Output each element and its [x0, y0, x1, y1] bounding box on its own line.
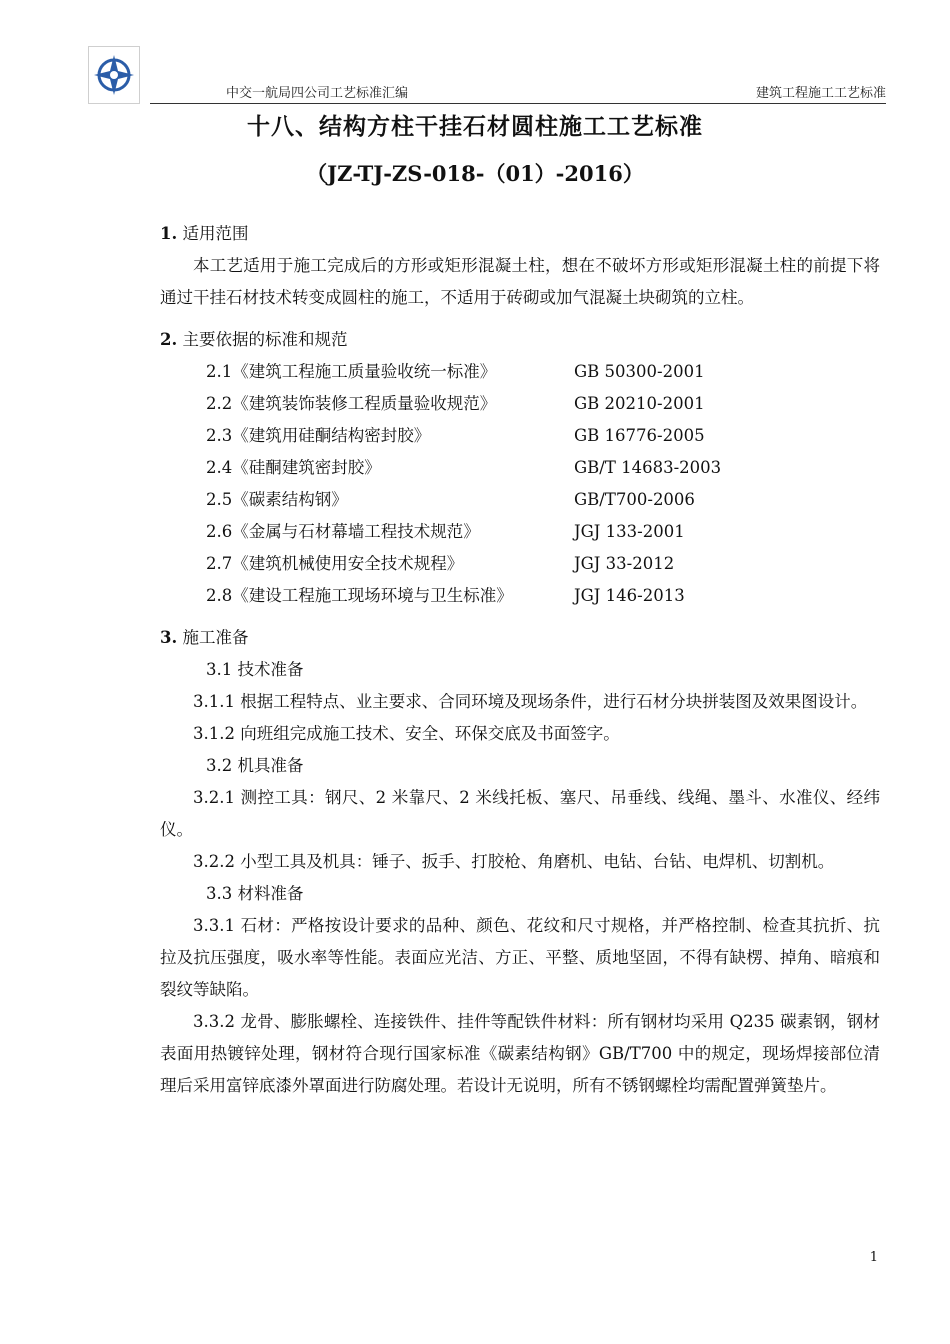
paragraph: 3.2.2 小型工具及机具：锤子、扳手、打胶枪、角磨机、电钻、台钻、电焊机、切割机。 — [193, 852, 835, 871]
standard-row — [160, 516, 880, 548]
section-1-paragraph: 本工艺适用于施工完成后的方形或矩形混凝土柱，想在不破坏方形或矩形混凝土柱的前提下将通过干挂石材技术转变成圆柱的施工，不适用于砖砌或加气混凝土块砌筑的立柱。 — [160, 256, 880, 307]
subsection-heading: 3.2 机具准备 — [206, 756, 304, 775]
section-number: 1. — [160, 224, 178, 243]
section-title: 主要依据的标准和规范 — [182, 330, 348, 349]
standard-name: 2.3《建筑用硅酮结构密封胶》 — [206, 426, 431, 445]
document-code: （JZ-TJ-ZS-018-（01）-2016） — [306, 161, 644, 186]
standard-row — [160, 484, 880, 516]
standard-code: GB 16776-2005 — [574, 426, 705, 445]
standard-name: 2.2《建筑装饰装修工程质量验收规范》 — [206, 394, 497, 413]
header-divider — [150, 103, 886, 104]
paragraph: 3.3.2 龙骨、膨胀螺栓、连接铁件、挂件等配铁件材料：所有钢材均采用 Q235 碳素钢，钢材表面用热镀锌处理，钢材符合现行国家标准《碳素结构钢》GB/T700 中的规定，现场焊接部位清理后采用富锌底漆外罩面进行防腐处理。若设计无说明，所有不锈钢螺栓均需配置弹簧垫片。 — [160, 1012, 880, 1095]
paragraph: 3.1.2 向班组完成施工技术、安全、环保交底及书面签字。 — [193, 724, 620, 743]
header-right-text: 建筑工程施工工艺标准 — [755, 86, 886, 101]
page-number: 1 — [869, 1250, 878, 1265]
standard-row — [160, 548, 880, 580]
section-title: 适用范围 — [182, 224, 249, 243]
standard-name: 2.7《建筑机械使用安全技术规程》 — [206, 554, 464, 573]
header-left-text: 中交一航局四公司工艺标准汇编 — [226, 86, 409, 101]
logo-box — [88, 46, 140, 104]
standard-code: GB/T 14683-2003 — [574, 458, 722, 477]
standard-row — [160, 580, 880, 612]
standard-row — [160, 356, 880, 388]
standard-code: JGJ 33-2012 — [574, 554, 675, 573]
standard-row — [160, 420, 880, 452]
standard-code: JGJ 133-2001 — [574, 522, 685, 541]
paragraph: 3.2.1 测控工具：钢尺、2 米靠尺、2 米线托板、塞尺、吊垂线、线绳、墨斗、水准仪、经纬仪。 — [160, 788, 880, 839]
standard-name: 2.4《硅酮建筑密封胶》 — [206, 458, 381, 477]
section-number: 2. — [160, 330, 178, 349]
standard-code: JGJ 146-2013 — [574, 586, 685, 605]
standard-row — [160, 452, 880, 484]
document-body — [160, 218, 880, 1102]
standard-name: 2.1《建筑工程施工质量验收统一标准》 — [206, 362, 497, 381]
standard-name: 2.6《金属与石材幕墙工程技术规范》 — [206, 522, 480, 541]
subsection-heading: 3.1 技术准备 — [206, 660, 304, 679]
standard-name: 2.5《碳素结构钢》 — [206, 490, 348, 509]
standard-name: 2.8《建设工程施工现场环境与卫生标准》 — [206, 586, 513, 605]
standard-row — [160, 388, 880, 420]
standard-code: GB 20210-2001 — [574, 394, 705, 413]
document-title: 十八、结构方柱干挂石材圆柱施工工艺标准 — [247, 113, 703, 140]
standard-code: GB/T700-2006 — [574, 490, 695, 509]
section-2-heading — [160, 324, 880, 356]
company-logo-icon — [89, 47, 139, 103]
subsection-heading: 3.3 材料准备 — [206, 884, 304, 903]
paragraph: 3.1.1 根据工程特点、业主要求、合同环境及现场条件，进行石材分块拼装图及效果图设计。 — [193, 692, 868, 711]
paragraph: 3.3.1 石材：严格按设计要求的品种、颜色、花纹和尺寸规格，并严格控制、检查其抗折、抗拉及抗压强度，吸水率等性能。表面应光洁、方正、平整、质地坚固，不得有缺楞、掉角、暗痕和裂纹等缺陷。 — [160, 916, 880, 999]
section-1-heading — [160, 218, 880, 250]
section-3-heading — [160, 622, 880, 654]
section-title: 施工准备 — [182, 628, 249, 647]
section-number: 3. — [160, 628, 178, 647]
standard-code: GB 50300-2001 — [574, 362, 705, 381]
